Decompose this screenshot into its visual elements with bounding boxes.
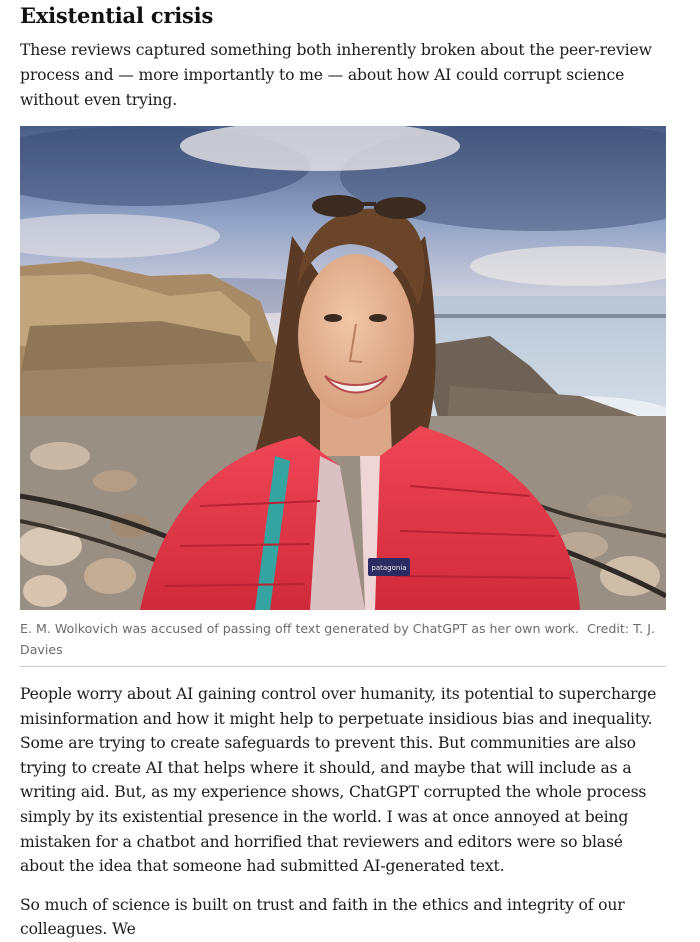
article-figure (20, 126, 666, 667)
figure-caption (20, 618, 666, 667)
caption-text: E. M. Wolkovich was accused of passing off text generated by ChatGPT as her own work. (20, 621, 579, 636)
jacket-logo (368, 558, 410, 576)
portrait-photo (20, 126, 666, 610)
jacket-logo-text: patagonia (371, 564, 407, 572)
article (20, 0, 666, 942)
section-heading: Existential crisis (20, 3, 214, 28)
body-paragraph: People worry about AI gaining control over humanity, its potential to supercharge misinformation and how it might help to perpetuate insidious bias and inequality. Some are trying to create safeguards to prevent this. But communities are also trying to create AI that helps where it should, and maybe that will include as a writing aid. But, as my experience shows, ChatGPT corrupted the whole process simply by its existential presence in the world. I was at once annoyed at being mistaken for a chatbot and horrified that reviewers and editors were so blasé about the idea that someone had submitted AI-generated text. (20, 685, 657, 876)
caption-credit: Credit: T. J. Davies (20, 621, 656, 657)
body-paragraph: So much of science is built on trust and faith in the ethics and integrity of our colleagues. We (20, 895, 625, 939)
lead-paragraph: These reviews captured something both inherently broken about the peer-review process and — more importantly to me — about how AI could corrupt science without even trying. (20, 41, 652, 109)
